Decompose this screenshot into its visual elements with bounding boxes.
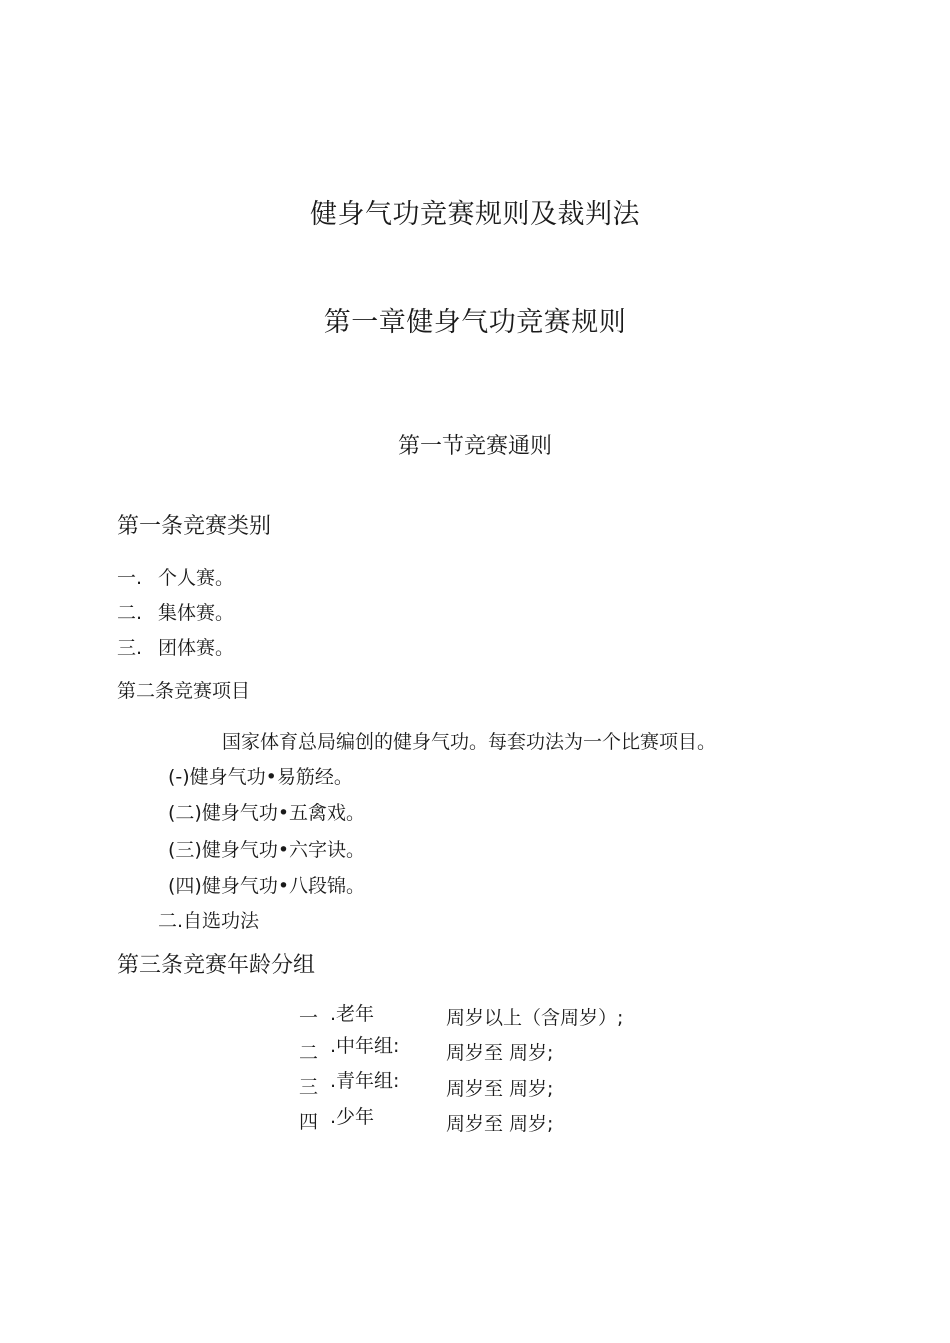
age-group-num: 二 [299, 1042, 319, 1064]
age-group-num: 三 [299, 1076, 319, 1098]
age-group-range: 周岁至 周岁; [446, 1042, 554, 1064]
section-heading: 第一节竞赛通则 [397, 434, 552, 459]
age-group-num: 一 [299, 1007, 319, 1029]
article2-item: (四)健身气功•八段锦。 [168, 875, 366, 897]
age-group-name: .老年 [330, 1003, 375, 1025]
age-group-name: .少年 [330, 1106, 375, 1128]
age-group-name: .中年组: [330, 1035, 400, 1057]
article2-extra: 二.自选功法 [158, 910, 260, 932]
document-title: 健身气功竞赛规则及裁判法 [310, 199, 640, 230]
article1-item-text: 集体赛。 [158, 602, 235, 624]
chapter-heading: 第一章健身气功竞赛规则 [323, 307, 627, 338]
article3-heading: 第三条竞赛年龄分组 [117, 953, 316, 978]
age-group-name: .青年组: [330, 1070, 400, 1092]
article1-heading: 第一条竞赛类别 [117, 514, 272, 539]
article2-heading: 第二条竞赛项目 [117, 680, 251, 702]
article1-item-num: 二. [117, 602, 143, 624]
article1-item-num: 一. [117, 567, 143, 589]
article1-item-text: 个人赛。 [158, 567, 235, 589]
article2-item: (二)健身气功•五禽戏。 [168, 802, 366, 824]
article2-item: (三)健身气功•六字诀。 [168, 839, 366, 861]
age-group-range: 周岁至 周岁; [446, 1113, 554, 1135]
age-group-range: 周岁以上（含周岁）; [446, 1007, 624, 1029]
article2-intro: 国家体育总局编创的健身气功。每套功法为一个比赛项目。 [222, 731, 717, 753]
article1-item-text: 团体赛。 [158, 637, 235, 659]
article2-item: (-)健身气功•易筋经。 [168, 766, 353, 788]
age-group-range: 周岁至 周岁; [446, 1078, 554, 1100]
age-group-num: 四 [299, 1111, 319, 1133]
article1-item-num: 三. [117, 637, 143, 659]
